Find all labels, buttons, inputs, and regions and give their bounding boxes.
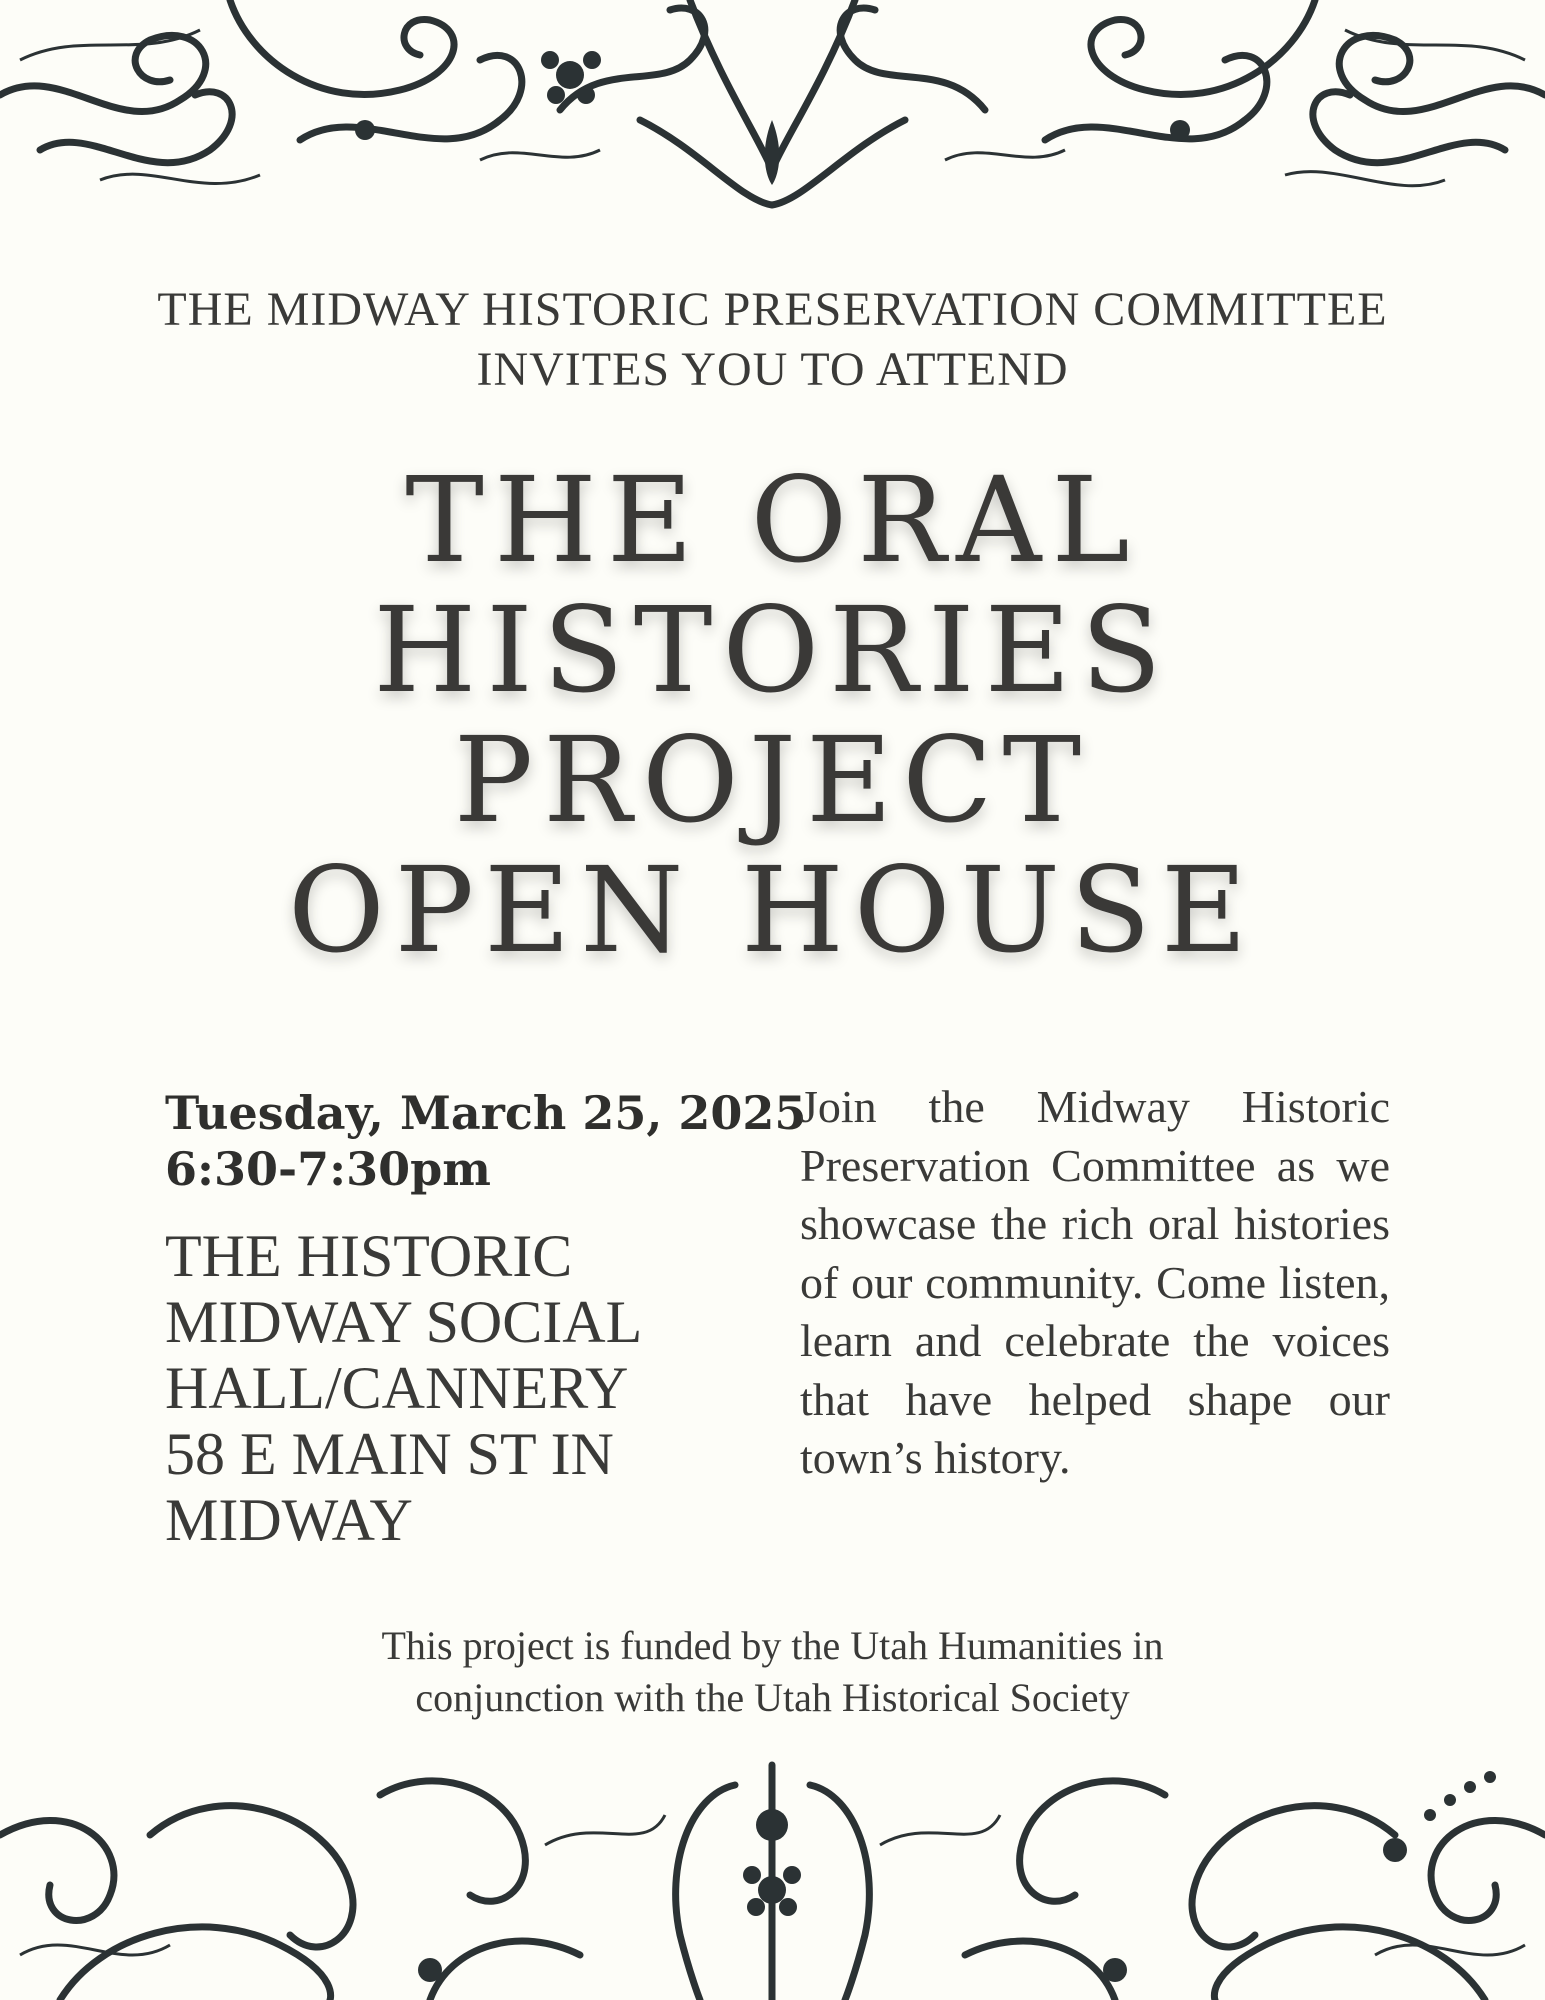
venue-line-1: THE HISTORIC [165, 1223, 573, 1289]
inviter-text [0, 280, 1545, 400]
event-title [0, 451, 1545, 979]
bottom-ornament-icon [0, 1755, 1545, 2000]
title-line-4: OPEN HOUSE [287, 841, 1258, 979]
event-date: Tuesday, March 25, 2025 [165, 1086, 807, 1140]
inviter-line-1: THE MIDWAY HISTORIC PRESERVATION COMMITTEE [157, 283, 1388, 336]
event-venue [165, 1223, 765, 1553]
venue-line-3: HALL/CANNERY [165, 1355, 629, 1421]
funding-line-1: This project is funded by the Utah Humanities in [381, 1623, 1164, 1668]
top-ornament-icon [0, 0, 1545, 220]
funding-line-2: conjunction with the Utah Historical Society [415, 1675, 1130, 1720]
title-line-3: PROJECT [453, 711, 1092, 849]
venue-line-5: MIDWAY [165, 1487, 413, 1553]
venue-line-2: MIDWAY SOCIAL [165, 1289, 643, 1355]
event-description: Join the Midway Historic Preservation Committee as we showcase the rich oral histories of our community. Come listen, learn and celebrate the voices that have helped shape our town’s history. [800, 1081, 1390, 1483]
inviter-line-2: INVITES YOU TO ATTEND [476, 343, 1069, 396]
title-line-1: THE ORAL [405, 451, 1140, 589]
event-details [165, 1085, 807, 1553]
funding-note [0, 1620, 1545, 1724]
venue-line-4: 58 E MAIN ST IN [165, 1421, 614, 1487]
title-line-2: HISTORIES [373, 581, 1172, 719]
event-time: 6:30-7:30pm [165, 1142, 491, 1196]
